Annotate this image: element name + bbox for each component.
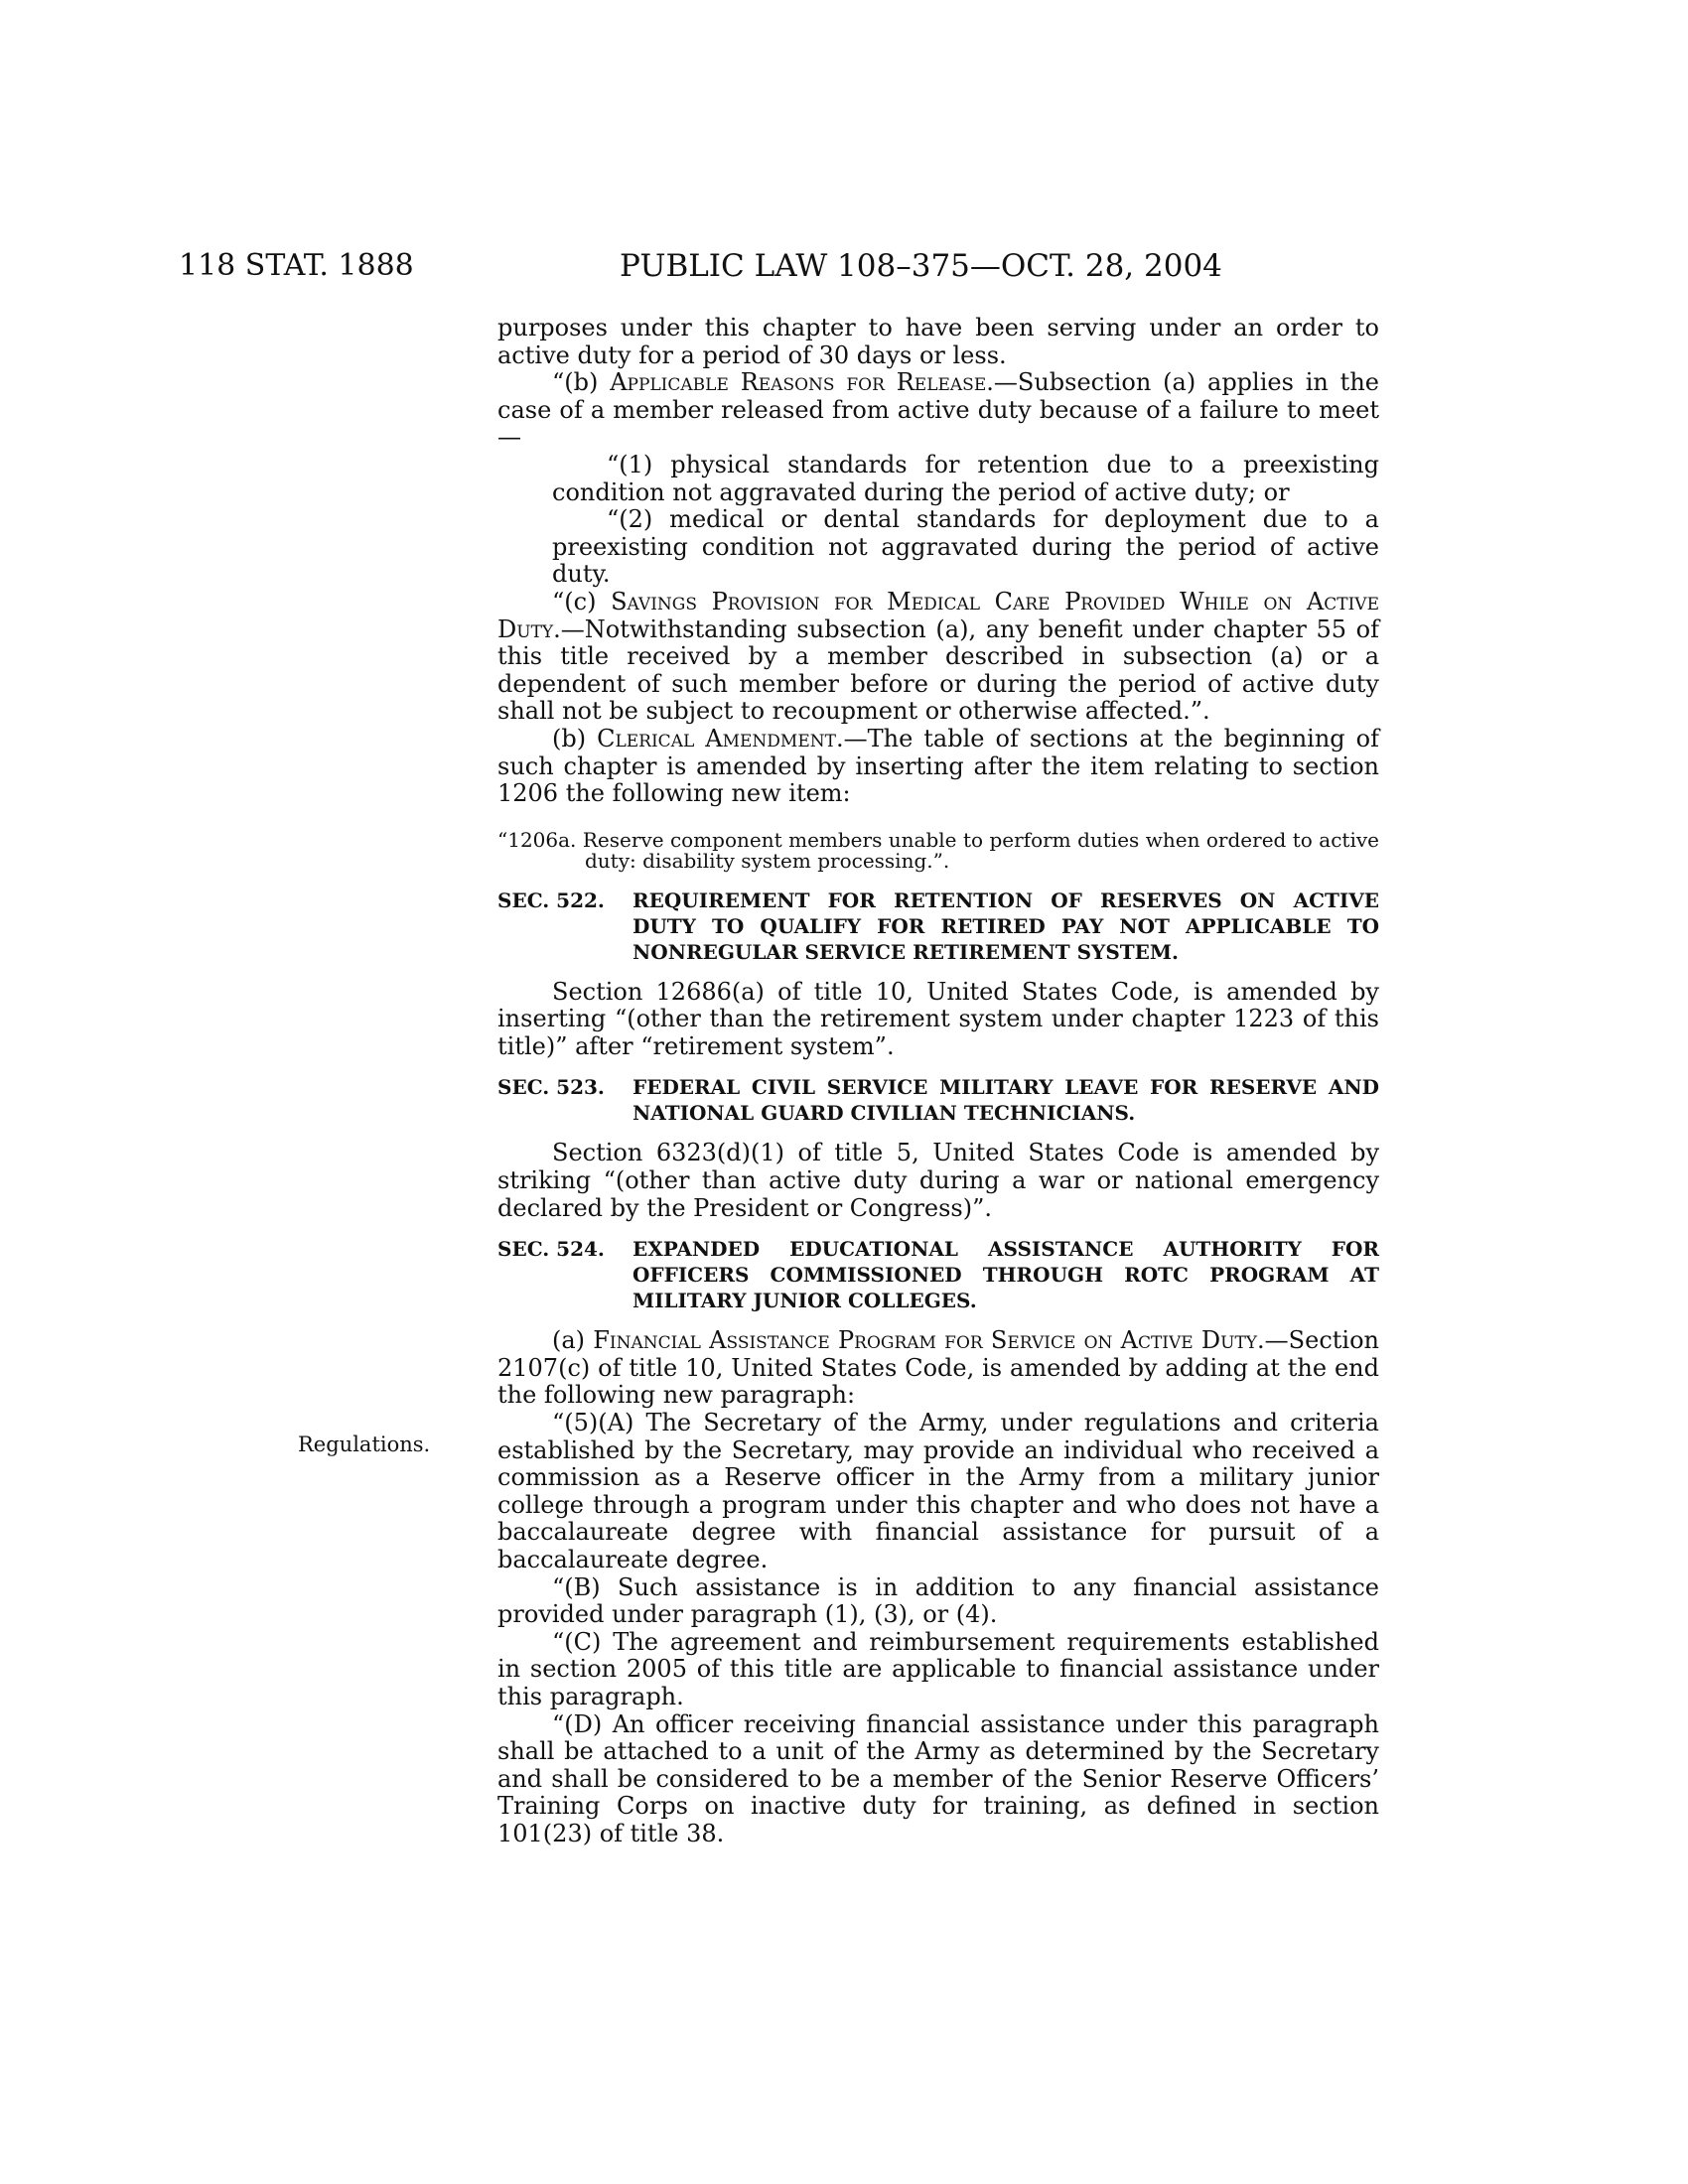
- section-522-text: Section 12686(a) of title 10, United States Code, is amended by inserting “(other than the retirement system under chapter 1223 of this title)” after “retirement system”.: [497, 977, 1379, 1060]
- paragraph-continuation: purposes under this chapter to have been serving under an order to active duty for a period of 30 days or less.: [497, 314, 1379, 369]
- paragraph-d: “(D) An officer receiving financial assistance under this paragraph shall be attached to a unit of the Army as determined by the Secretary and shall be considered to be a member of the Senior Reserve Officers’ Training Corps on inactive duty for training, as defined in section 101(23) of title 38.: [497, 1709, 1379, 1847]
- section-522-heading: [497, 887, 1379, 965]
- subsection-b-applicable-reasons: [497, 369, 1379, 452]
- section-title: REQUIREMENT FOR RETENTION OF RESERVES ON ACTIVE DUTY TO QUALIFY FOR RETIRED PAY NOT APPLICABLE TO NONREGULAR SERVICE RETIREMENT SYSTEM.: [633, 887, 1379, 964]
- paragraph-b: “(B) Such assistance is in addition to any financial assistance provided under paragraph (1), (3), or (4).: [497, 1572, 1379, 1629]
- section-number: SEC. 524.: [497, 1237, 605, 1262]
- subsection-b-clerical-amendment: [497, 726, 1379, 808]
- paragraph-5a: “(5)(A) The Secretary of the Army, under regulations and criteria established by the Secretary, may provide an individual who received a commission as a Reserve officer in the Army from a military junior college through a program under this chapter and who does not have a baccalaureate degree with financial assistance for pursuit of a baccalaureate degree.: [497, 1409, 1379, 1573]
- table-of-sections-item: “1206a. Reserve component members unable to perform duties when ordered to active duty: disability system processing.”.: [497, 827, 1379, 873]
- page-running-header: PUBLIC LAW 108–375—OCT. 28, 2004: [620, 248, 1222, 284]
- section-number: SEC. 522.: [497, 887, 605, 912]
- subsection-heading: Savings Provision for Medical Care Provided While on Active Duty: [497, 587, 1379, 643]
- subsection-heading: Financial Assistance Program for Service on Active Duty: [593, 1326, 1258, 1355]
- section-title: EXPANDED EDUCATIONAL ASSISTANCE AUTHORITY FOR OFFICERS COMMISSIONED THROUGH ROTC PROGRAM AT MILITARY JUNIOR COLLEGES.: [633, 1237, 1379, 1313]
- subsection-text: .—Notwithstanding subsection (a), any benefit under chapter 55 of this title received by a member described in subsection (a) or a dependent of such member before or during the period of active duty shall not be subject to recoupment or otherwise affected.”.: [497, 614, 1379, 726]
- subsection-heading: Applicable Reasons for Release: [610, 368, 987, 397]
- subsection-a-financial-assistance: [497, 1327, 1379, 1410]
- subsection-c-savings-provision: [497, 589, 1379, 726]
- subsection-label: “(b): [552, 368, 611, 397]
- subsection-text: .—Section 2107(c) of title 10, United States Code, is amended by adding at the end the following new paragraph:: [497, 1326, 1379, 1410]
- section-524-heading: [497, 1236, 1379, 1313]
- paragraph-2-medical-standards: “(2) medical or dental standards for deployment due to a preexisting condition not aggravated during the period of active duty.: [552, 505, 1379, 589]
- subsection-text: .—The table of sections at the beginning of such chapter is amended by inserting after the item relating to section 1206 the following new item:: [497, 724, 1380, 808]
- section-number: SEC. 523.: [497, 1075, 605, 1100]
- section-523-text: Section 6323(d)(1) of title 5, United States Code is amended by striking “(other than active duty during a war or national emergency declared by the President or Congress)”.: [497, 1139, 1379, 1222]
- subsection-label: “(c): [552, 587, 612, 615]
- margin-note-regulations: Regulations.: [298, 1433, 431, 1456]
- subsection-label: (a): [552, 1326, 594, 1355]
- subsection-heading: Clerical Amendment: [597, 724, 836, 752]
- subsection-text: .—Subsection (a) applies in the case of a member released from active duty because of a failure to meet—: [497, 368, 1379, 452]
- subsection-label: (b): [552, 724, 598, 752]
- document-body: [497, 315, 1379, 1848]
- paragraph-c: “(C) The agreement and reimbursement requirements established in section 2005 of this title are applicable to financial assistance under this paragraph.: [497, 1627, 1379, 1710]
- page-stat-reference: 118 STAT. 1888: [179, 248, 414, 283]
- paragraph-1-physical-standards: “(1) physical standards for retention due to a preexisting condition not aggravated during the period of active duty; or: [552, 450, 1379, 506]
- section-523-heading: [497, 1074, 1379, 1126]
- section-title: FEDERAL CIVIL SERVICE MILITARY LEAVE FOR RESERVE AND NATIONAL GUARD CIVILIAN TECHNICIANS.: [633, 1075, 1379, 1126]
